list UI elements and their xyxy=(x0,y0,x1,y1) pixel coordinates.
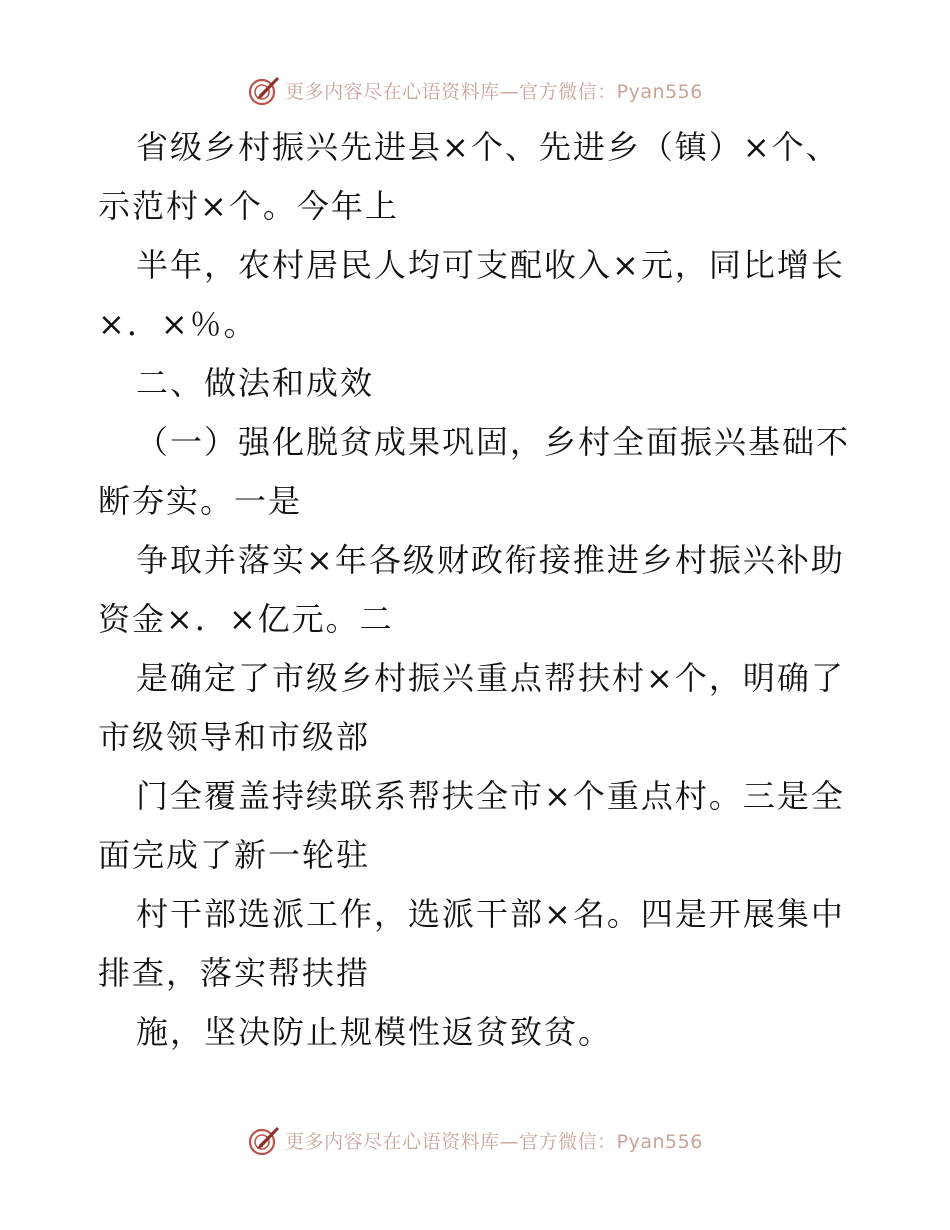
paragraph-line: 门全覆盖持续联系帮扶全市×个重点村。三是全 xyxy=(136,777,845,815)
paragraph-line: 争取并落实×年各级财政衔接推进乡村振兴补助 xyxy=(136,541,845,579)
paragraph xyxy=(98,1003,858,1062)
paragraph-line: 省级乡村振兴先进县×个、先进乡（镇）×个、 xyxy=(136,128,840,166)
paragraph-line: 市级领导和市级部 xyxy=(98,718,371,756)
paragraph-line: （一）强化脱贫成果巩固，乡村全面振兴基础不 xyxy=(136,423,851,461)
header-watermark-banner xyxy=(0,70,950,110)
quill-pen-seal-icon xyxy=(247,73,281,107)
paragraph-line: 半年，农村居民人均可支配收入×元，同比增长 xyxy=(136,246,845,284)
paragraph xyxy=(98,413,858,531)
paragraph-line: ×．×％。 xyxy=(98,305,258,343)
paragraph-line: 示范村×个。今年上 xyxy=(98,187,399,225)
paragraph xyxy=(98,885,858,1003)
banner-text: 更多内容尽在心语资料库—官方微信：Pyan556 xyxy=(285,1130,703,1153)
paragraph xyxy=(98,649,858,767)
paragraph xyxy=(98,767,858,885)
paragraph xyxy=(98,118,858,236)
paragraph-line: 面完成了新一轮驻 xyxy=(98,836,371,874)
paragraph-line: 村干部选派工作，选派干部×名。四是开展集中 xyxy=(136,895,845,933)
paragraph-line: 排查，落实帮扶措 xyxy=(98,954,371,992)
section-heading-text: 二、做法和成效 xyxy=(136,364,375,402)
banner-text: 更多内容尽在心语资料库—官方微信：Pyan556 xyxy=(285,80,703,103)
paragraph-line: 施，坚决防止规模性返贫致贫。 xyxy=(136,1013,613,1051)
paragraph-line: 资金×．×亿元。二 xyxy=(98,600,394,638)
paragraph xyxy=(98,531,858,649)
body-text xyxy=(98,118,858,1062)
paragraph xyxy=(98,236,858,354)
paragraph-line: 断夯实。一是 xyxy=(98,482,303,520)
paragraph-line: 是确定了市级乡村振兴重点帮扶村×个，明确了 xyxy=(136,659,845,697)
footer-watermark-banner xyxy=(0,1120,950,1160)
section-heading xyxy=(98,354,858,413)
quill-pen-seal-icon xyxy=(247,1123,281,1157)
